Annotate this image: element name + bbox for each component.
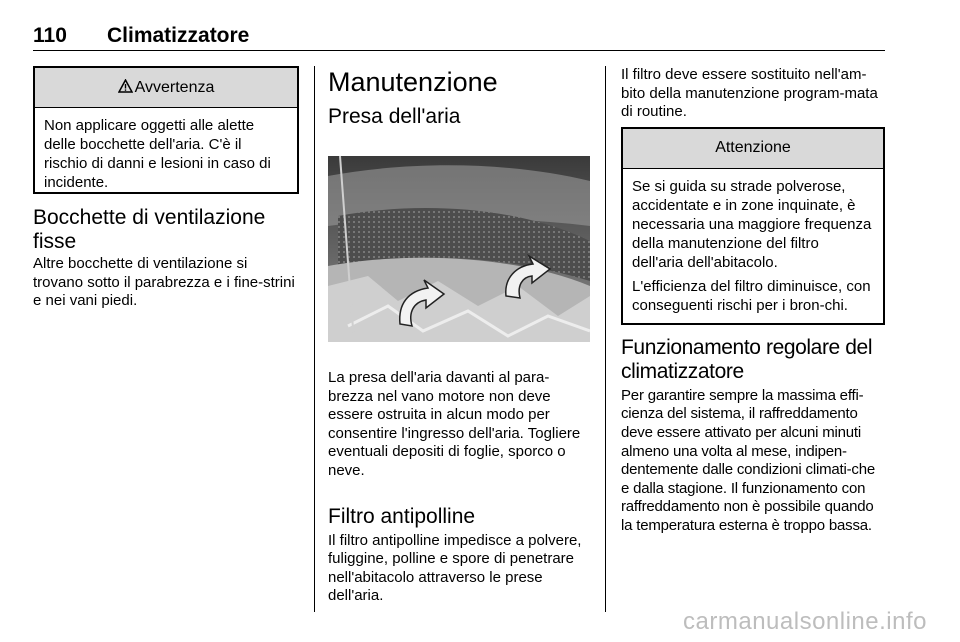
caution-text-1: Se si guida su strade polverose, accidentate e in zone inquinate, è necessaria una maggiore frequenza della manutenzione del filtro dell'aria dell'abitacolo. [632,177,872,271]
column-divider-1 [314,66,315,612]
column-1 [33,66,299,311]
subtitle-presa-aria: Presa dell'aria [328,105,461,128]
caution-box [621,127,885,325]
page-title: Climatizzatore [107,24,250,47]
filter-intro-text: Il filtro deve essere sostituito nell'am-bito della manutenzione program-mata di routine. [621,66,878,121]
section-title-funzionamento: Funzionamento regolare del climatizzatore [621,335,873,383]
caution-box-header [623,129,883,169]
warning-triangle-icon [118,79,133,97]
page-header [33,24,885,50]
section-text-funzionamento: Per garantire sempre la massima effi-cienza del sistema, il raffreddamento deve essere attivato per alcuni minuti almeno una volta al mese, indipen-dentemente dalle condizioni climati-che e dalla stagione. Il funzionamento con raffreddamento non è possibile quando la temperatura esterna è troppo bassa. [621,386,876,534]
caution-body [623,169,883,323]
column-2 [328,66,590,606]
air-intake-photo [328,156,590,342]
filter-text: Il filtro antipolline impedisce a polvere, fuliggine, polline e spore di penetrare nell'abitacolo attraverso le prese dell'aria. [328,531,582,605]
intake-text: La presa dell'aria davanti al para-brezza nel vano motore non deve essere ostruita in alcun modo per consentire l'ingresso dell'aria. Togliere eventuali depositi di foglie, sporco o neve. [328,369,581,479]
section-text-bocchette: Altre bocchette di ventilazione si trovano sotto il parabrezza e i fine-strini e nei vani piedi. [33,255,295,310]
warning-box-header [35,68,297,108]
warning-title: Avvertenza [134,78,215,96]
column-3 [621,66,887,536]
column-divider-2 [605,66,606,612]
caution-text-2: L'efficienza del filtro diminuisce, con conseguenti rischi per i bron-chi. [632,277,871,314]
watermark: carmanualsonline.info [683,608,927,635]
caution-title: Attenzione [715,139,791,157]
warning-box [33,66,299,194]
header-rule [33,50,885,51]
page-number: 110 [33,24,67,47]
subtitle-filtro-antipolline: Filtro antipolline [328,504,476,528]
warning-text: Non applicare oggetti alle alette delle bocchette dell'aria. C'è il rischio di danni e lesioni in caso di incidente. [44,117,271,191]
warning-body [35,108,297,200]
section-title-bocchette: Bocchette di ventilazione fisse [33,206,266,253]
main-title: Manutenzione [328,67,498,97]
